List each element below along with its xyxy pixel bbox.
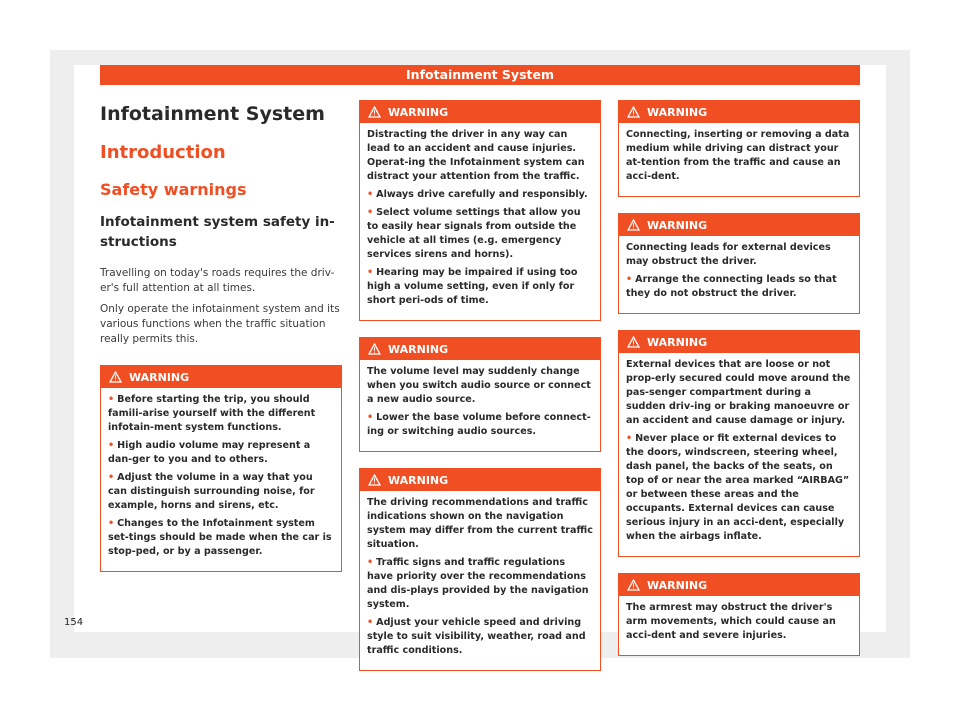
warning-text: The volume level may suddenly change when you switch audio source or connect a new audio source. bbox=[367, 366, 591, 405]
warning-label: WARNING bbox=[647, 105, 708, 119]
list-item: • Never place or fit external devices to the doors, windscreen, steering wheel, dash panel, the backs of the seats, on top of or near the area marked “AIRBAG” or between these areas and the occupants. External devices can cause serious injury in an acci-dent, especially when the airbags inflate. bbox=[626, 433, 850, 542]
list-item: • High audio volume may represent a dan-ger to you and to others. bbox=[108, 440, 311, 465]
warning-label: WARNING bbox=[647, 335, 708, 349]
warning-box bbox=[359, 337, 601, 452]
warning-label: WARNING bbox=[129, 370, 190, 384]
warning-header bbox=[619, 331, 859, 353]
bullet-icon: • bbox=[367, 267, 374, 278]
warning-body bbox=[360, 360, 600, 451]
warning-box bbox=[618, 213, 860, 314]
warning-body bbox=[619, 596, 859, 655]
warning-body bbox=[619, 123, 859, 196]
warning-triangle-icon bbox=[627, 106, 640, 118]
warning-body bbox=[360, 123, 600, 320]
warning-label: WARNING bbox=[647, 218, 708, 232]
warning-header bbox=[101, 366, 341, 388]
list-item: • Changes to the Infotainment system set-tings should be made when the car is stop-ped, or by a passenger. bbox=[108, 518, 332, 557]
warning-triangle-icon bbox=[368, 106, 381, 118]
warning-triangle-icon bbox=[368, 343, 381, 355]
bullet-icon: • bbox=[367, 617, 374, 628]
warning-triangle-icon bbox=[368, 474, 381, 486]
warning-header bbox=[619, 574, 859, 596]
column-3 bbox=[618, 100, 860, 672]
warning-box bbox=[100, 365, 342, 572]
warning-header bbox=[619, 101, 859, 123]
warning-triangle-icon bbox=[627, 579, 640, 591]
page-number: 154 bbox=[64, 617, 84, 628]
warning-body bbox=[360, 491, 600, 670]
warning-body bbox=[619, 236, 859, 313]
warning-label: WARNING bbox=[388, 105, 449, 119]
bullet-icon: • bbox=[367, 189, 374, 200]
list-item: • Adjust the volume in a way that you can distinguish surrounding noise, for example, horns and sirens, etc. bbox=[108, 472, 315, 511]
warning-label: WARNING bbox=[388, 342, 449, 356]
chapter-title: Infotainment System bbox=[100, 103, 325, 125]
list-item: • Select volume settings that allow you to easily hear signals from outside the vehicle at all times (e.g. emergency services sirens and horns). bbox=[367, 207, 581, 260]
warning-text: The armrest may obstruct the driver's arm movements, which could cause an acci-dent and severe injuries. bbox=[626, 602, 836, 641]
warning-triangle-icon bbox=[627, 336, 640, 348]
warning-box bbox=[359, 468, 601, 671]
warning-text: The driving recommendations and traffic indications shown on the navigation system may differ from the current traffic situation. bbox=[367, 497, 593, 550]
bullet-icon: • bbox=[108, 440, 115, 451]
warning-text: Connecting, inserting or removing a data medium while driving can distract your at-tention from the traffic and cause an acci-dent. bbox=[626, 129, 850, 182]
warning-text: Distracting the driver in any way can lead to an accident and cause injuries. Operat-ing the Infotainment system can distract your attention from the traffic. bbox=[367, 129, 585, 182]
column-1 bbox=[100, 100, 342, 588]
list-item: • Lower the base volume before connect-ing or switching audio sources. bbox=[367, 412, 591, 437]
warning-body bbox=[101, 388, 341, 571]
warning-triangle-icon bbox=[627, 219, 640, 231]
warning-body bbox=[619, 353, 859, 556]
list-item: • Before starting the trip, you should famili-arise yourself with the different infotain-ment system functions. bbox=[108, 394, 316, 433]
warning-label: WARNING bbox=[647, 578, 708, 592]
bullet-icon: • bbox=[367, 412, 374, 423]
bullet-icon: • bbox=[367, 207, 374, 218]
list-item: • Adjust your vehicle speed and driving style to suit visibility, weather, road and traffic conditions. bbox=[367, 617, 586, 656]
topic-title: Infotainment system safety in-structions bbox=[100, 214, 335, 250]
column-2 bbox=[359, 100, 601, 687]
warning-label: WARNING bbox=[388, 473, 449, 487]
bullet-icon: • bbox=[626, 433, 633, 444]
bullet-icon: • bbox=[108, 518, 115, 529]
warning-box bbox=[618, 573, 860, 656]
intro-paragraph-2: Only operate the infotainment system and its various functions when the traffic situation really permits this. bbox=[100, 303, 340, 345]
warning-header bbox=[619, 214, 859, 236]
bullet-icon: • bbox=[626, 274, 633, 285]
running-header: Infotainment System bbox=[100, 65, 860, 85]
warning-box bbox=[618, 100, 860, 197]
warning-header bbox=[360, 338, 600, 360]
warning-box bbox=[359, 100, 601, 321]
list-item: • Arrange the connecting leads so that they do not obstruct the driver. bbox=[626, 274, 837, 299]
intro-paragraph-1: Travelling on today's roads requires the driv-er's full attention at all times. bbox=[100, 267, 335, 294]
subsection-title: Safety warnings bbox=[100, 180, 247, 199]
list-item: • Always drive carefully and responsibly. bbox=[367, 189, 588, 200]
bullet-icon: • bbox=[108, 394, 115, 405]
section-title: Introduction bbox=[100, 142, 226, 163]
bullet-icon: • bbox=[367, 557, 374, 568]
warning-header bbox=[360, 469, 600, 491]
list-item: • Hearing may be impaired if using too high a volume setting, even if only for short peri-ods of time. bbox=[367, 267, 578, 306]
warning-box bbox=[618, 330, 860, 557]
warning-triangle-icon bbox=[109, 371, 122, 383]
warning-header bbox=[360, 101, 600, 123]
list-item: • Traffic signs and traffic regulations have priority over the recommendations and dis-plays provided by the navigation system. bbox=[367, 557, 589, 610]
warning-text: Connecting leads for external devices may obstruct the driver. bbox=[626, 242, 831, 267]
bullet-icon: • bbox=[108, 472, 115, 483]
warning-text: External devices that are loose or not prop-erly secured could move around the pas-senger compartment during a sudden driv-ing or braking manoeuvre or an accident and cause damage or injury. bbox=[626, 359, 851, 426]
